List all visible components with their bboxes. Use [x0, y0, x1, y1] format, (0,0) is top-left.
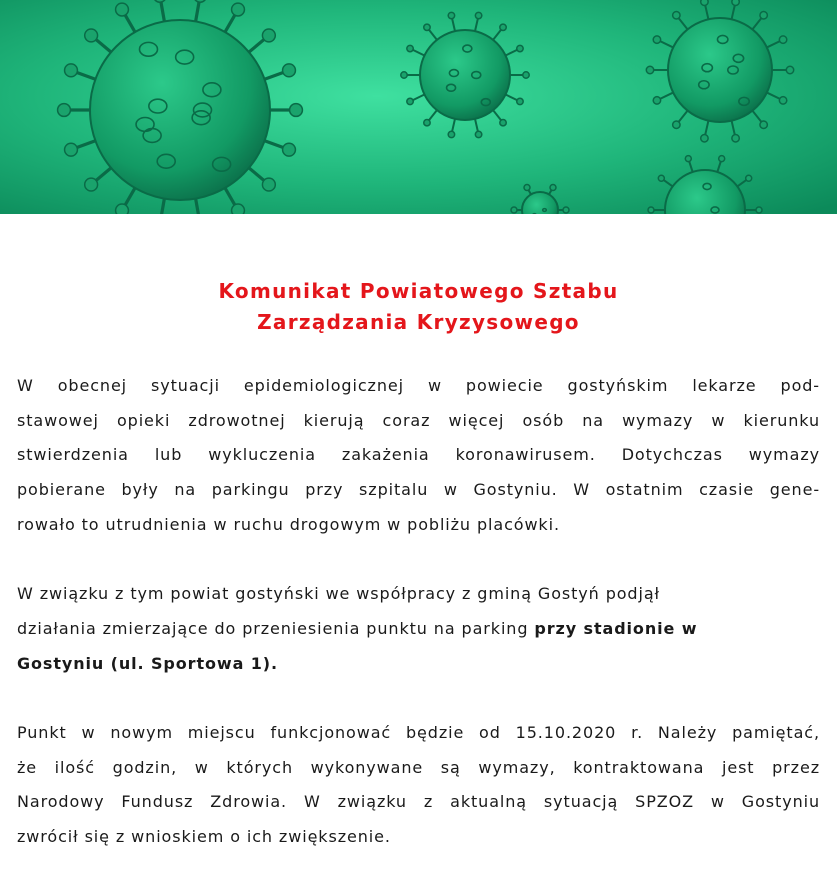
coronavirus-icon	[0, 0, 837, 214]
paragraph-1-line-5: rowało to utrudnienia w ruchu drogowym w pobliżu placówki.	[17, 514, 560, 534]
paragraph-1-line-3: stwierdzenia lub wykluczenia zakażenia koronawirusem. Dotychczas wymazy	[17, 445, 820, 465]
title-line-2: Zarządzania Kryzysowego	[257, 310, 580, 334]
paragraph-1-line-2: stawowej opieki zdrowotnej kierują coraz więcej osób na wymazy w kierunku	[17, 410, 820, 430]
virus-cell	[58, 0, 303, 214]
paragraph-gap	[17, 542, 820, 577]
page-title	[0, 276, 837, 338]
title-line-1: Komunikat Powiatowego Sztabu	[218, 279, 619, 303]
paragraph-2-line-2-bold: przy stadionie w	[534, 618, 698, 638]
paragraph-3-line-3: Narodowy Fundusz Zdrowia. W związku z aktualną sytuacją SPZOZ w Gostyniu	[17, 792, 820, 812]
announcement-body	[17, 369, 820, 855]
paragraph-2-line-3: Gostyniu (ul. Sportowa 1).	[17, 653, 278, 673]
paragraph-3-line-1: Punkt w nowym miejscu funkcjonować będzie od 15.10.2020 r. Należy pamiętać,	[17, 722, 820, 742]
paragraph-gap	[17, 681, 820, 716]
coronavirus-banner	[0, 0, 837, 214]
paragraph-3-line-4: zwrócił się z wnioskiem o ich zwiększenie.	[17, 826, 391, 846]
paragraph-2-line-2	[17, 612, 820, 647]
paragraph-2-line-2-text: działania zmierzające do przeniesienia punktu na parking	[17, 618, 535, 638]
paragraph-3-line-2: że ilość godzin, w których wykonywane są wymazy, kontraktowana jest przez	[17, 757, 820, 777]
paragraph-1-line-4: pobierane były na parkingu przy szpitalu w Gostyniu. W ostatnim czasie gene-	[17, 480, 820, 500]
paragraph-1-line-1: W obecnej sytuacji epidemiologicznej w powiecie gostyńskim lekarze pod-	[17, 376, 820, 395]
paragraph-2-line-1: W związku z tym powiat gostyński we współpracy z gminą Gostyń podjął	[17, 584, 660, 604]
